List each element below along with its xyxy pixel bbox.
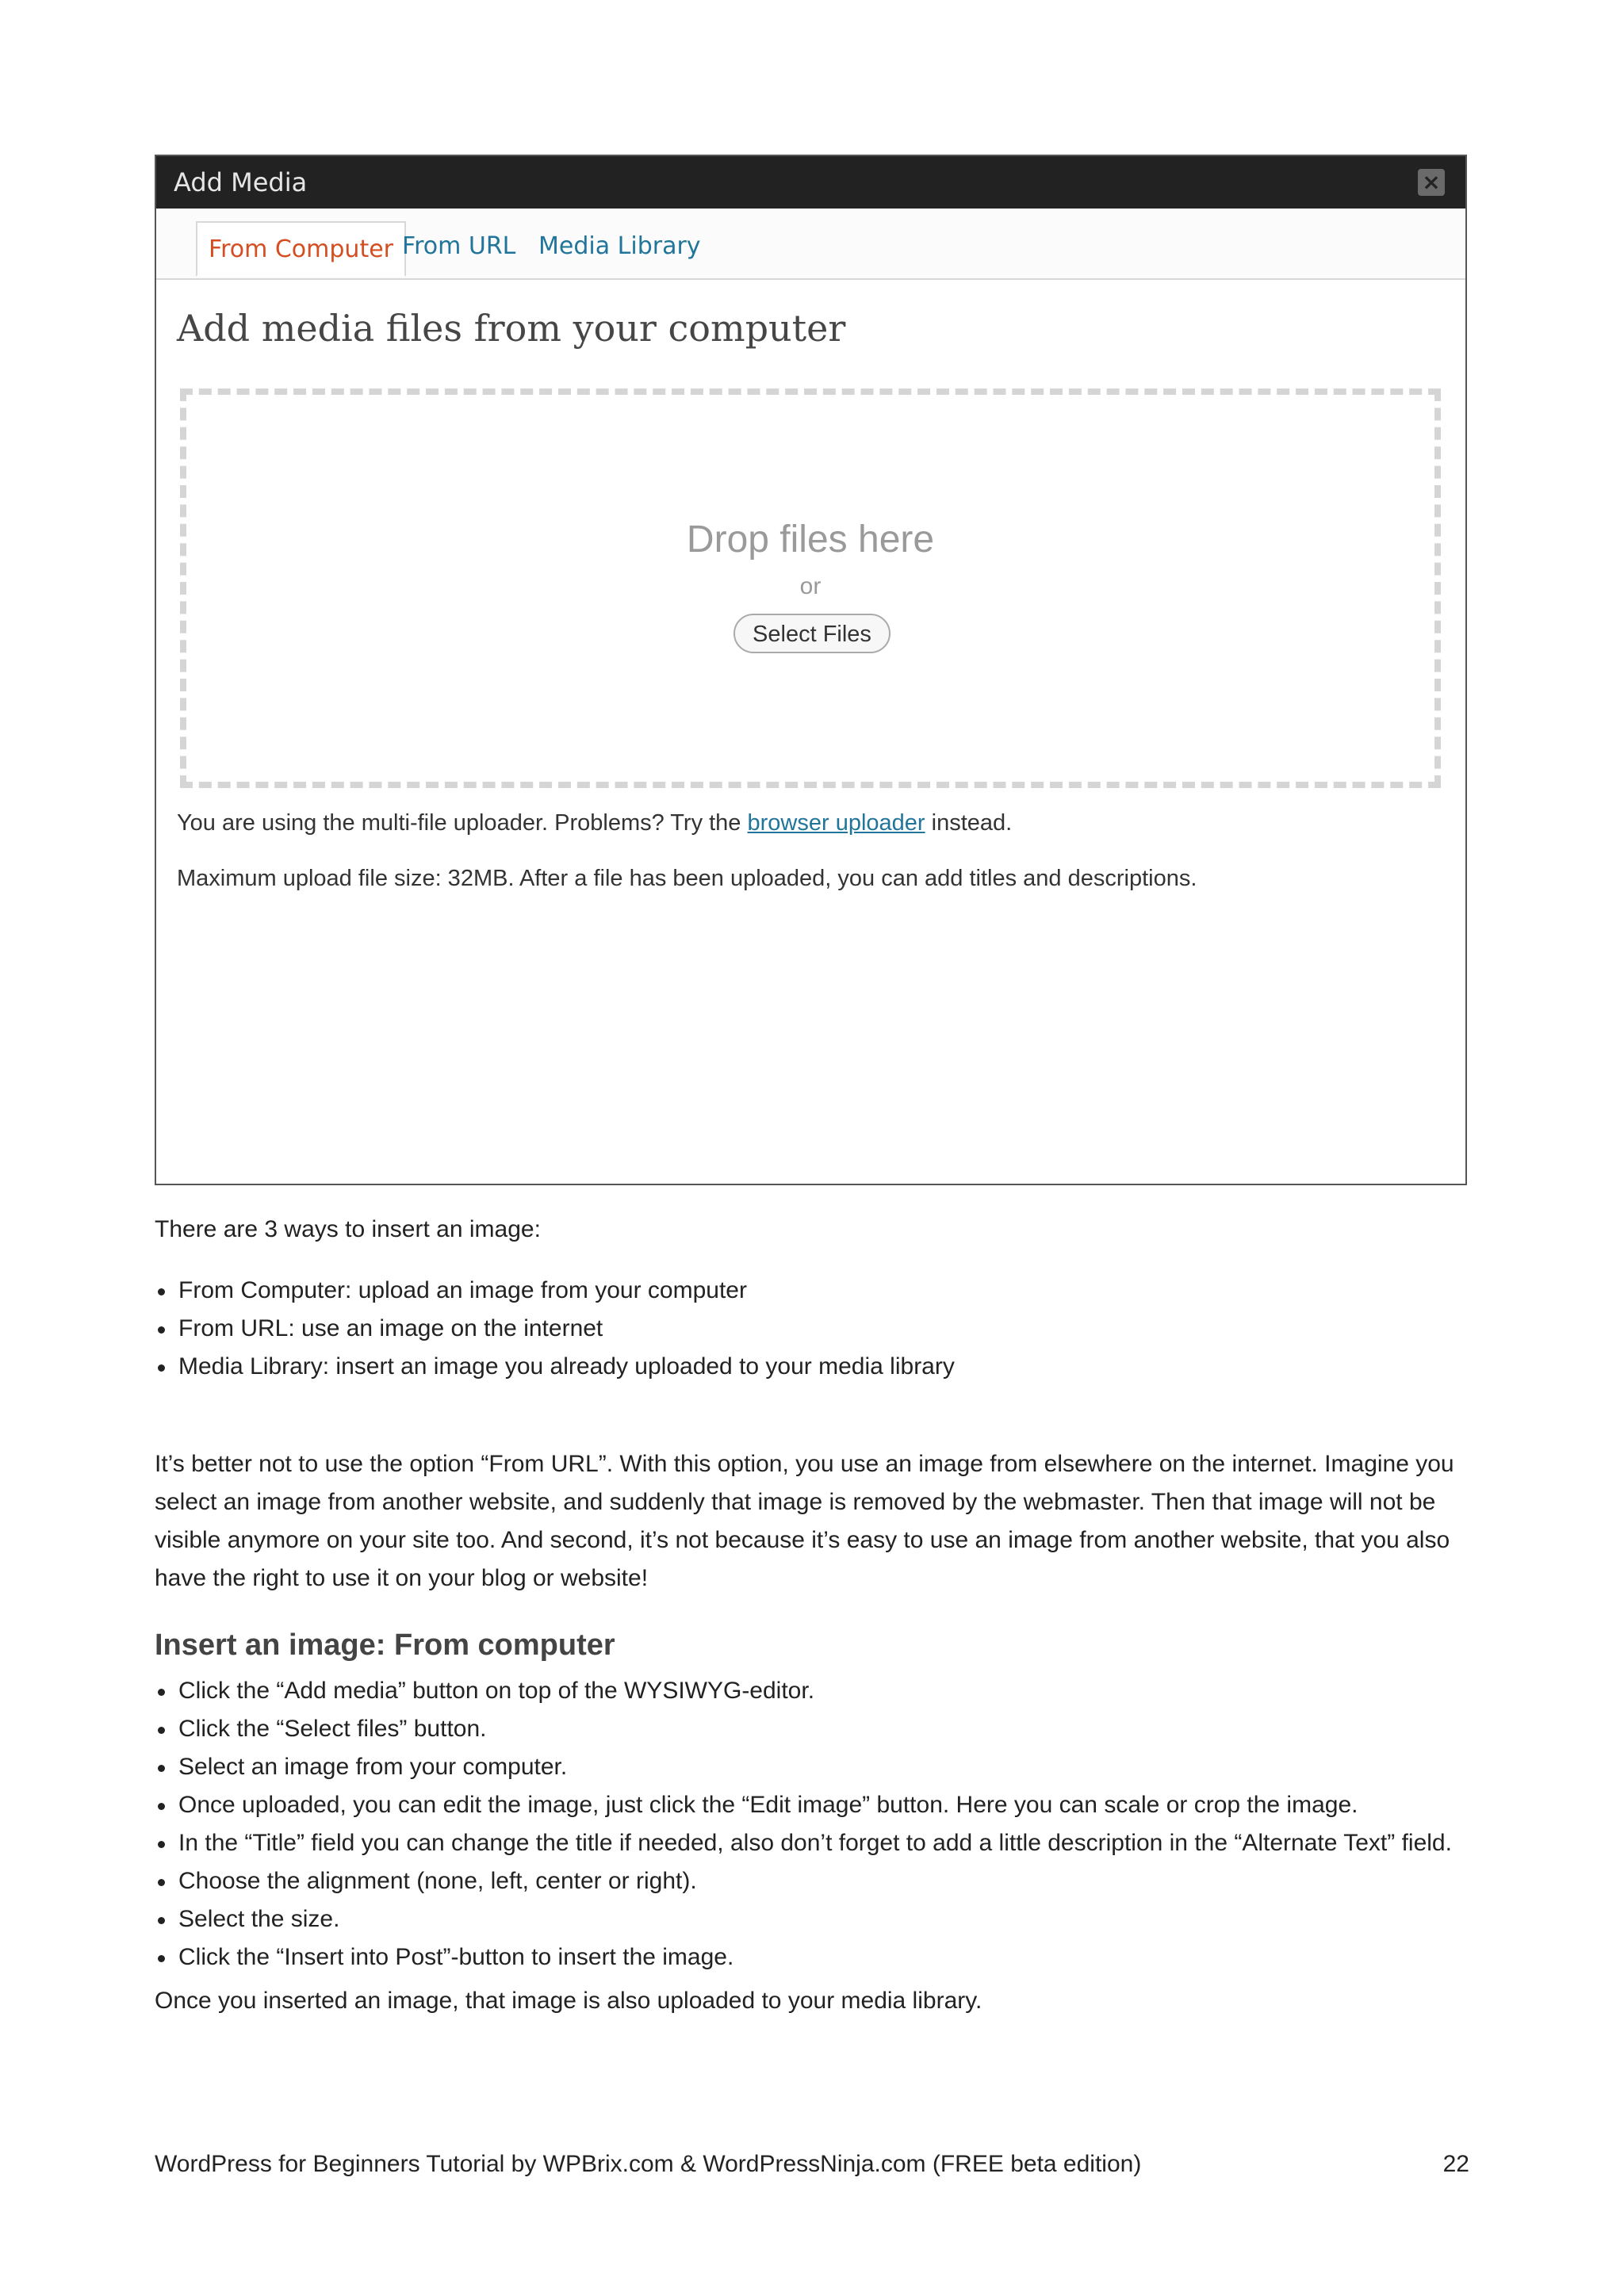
list-item: Choose the alignment (none, left, center or right). bbox=[155, 1862, 1452, 1900]
page-number: 22 bbox=[1442, 2151, 1469, 2177]
list-item: Media Library: insert an image you already uploaded to your media library bbox=[155, 1348, 955, 1386]
dialog-title: Add Media bbox=[174, 167, 308, 197]
list-item: In the “Title” field you can change the title if needed, also don’t forget to add a little description in the “Alternate Text” field. bbox=[155, 1824, 1452, 1862]
drop-zone[interactable] bbox=[180, 388, 1441, 788]
from-url-warning-paragraph bbox=[155, 1445, 1471, 1598]
paragraph-line: have the right to use it on your blog or website! bbox=[155, 1565, 649, 1591]
max-upload-size-note: Maximum upload file size: 32MB. After a file has been uploaded, you can add titles and descriptions. bbox=[177, 866, 1197, 891]
drop-or-text: or bbox=[799, 573, 822, 599]
list-item: Select the size. bbox=[155, 1900, 1452, 1938]
list-item: From URL: use an image on the internet bbox=[155, 1310, 955, 1348]
uploader-note-prefix: You are using the multi-file uploader. Problems? Try the bbox=[177, 810, 748, 836]
tab-from-computer[interactable]: From Computer bbox=[196, 221, 406, 277]
uploader-note bbox=[177, 810, 1012, 836]
tab-media-library[interactable]: Media Library bbox=[538, 232, 701, 260]
footer-credit: WordPress for Beginners Tutorial by WPBrix.com & WordPressNinja.com (FREE beta edition) bbox=[155, 2151, 1142, 2177]
paragraph-line: select an image from another website, and suddenly that image is removed by the webmaster. Then that image will not be bbox=[155, 1489, 1436, 1515]
steps-list bbox=[155, 1672, 1452, 1976]
paragraph-line: It’s better not to use the option “From URL”. With this option, you use an image from elsewhere on the internet. Imagine you bbox=[155, 1451, 1454, 1477]
list-item: Once uploaded, you can edit the image, just click the “Edit image” button. Here you can scale or crop the image. bbox=[155, 1786, 1452, 1824]
section-heading: Insert an image: From computer bbox=[155, 1628, 615, 1662]
tab-from-url[interactable]: From URL bbox=[402, 232, 516, 260]
closing-text: Once you inserted an image, that image is also uploaded to your media library. bbox=[155, 1988, 982, 2014]
drop-title: Drop files here bbox=[686, 519, 935, 561]
intro-text: There are 3 ways to insert an image: bbox=[155, 1216, 541, 1242]
tabs-row bbox=[156, 209, 1465, 280]
list-item: Select an image from your computer. bbox=[155, 1748, 1452, 1786]
uploader-note-suffix: instead. bbox=[925, 810, 1013, 836]
browser-uploader-link[interactable]: browser uploader bbox=[747, 810, 925, 836]
list-item: Click the “Select files” button. bbox=[155, 1710, 1452, 1748]
ways-list bbox=[155, 1272, 955, 1386]
dialog-titlebar bbox=[156, 156, 1465, 209]
dialog-heading: Add media files from your computer bbox=[177, 307, 846, 350]
close-icon[interactable]: × bbox=[1418, 169, 1445, 196]
paragraph-line: visible anymore on your site too. And second, it’s not because it’s easy to use an image from another website, that you also bbox=[155, 1527, 1450, 1553]
select-files-button[interactable]: Select Files bbox=[733, 614, 891, 653]
add-media-dialog bbox=[155, 155, 1467, 1185]
list-item: Click the “Add media” button on top of the WYSIWYG-editor. bbox=[155, 1672, 1452, 1710]
list-item: Click the “Insert into Post”-button to insert the image. bbox=[155, 1938, 1452, 1976]
list-item: From Computer: upload an image from your computer bbox=[155, 1272, 955, 1310]
